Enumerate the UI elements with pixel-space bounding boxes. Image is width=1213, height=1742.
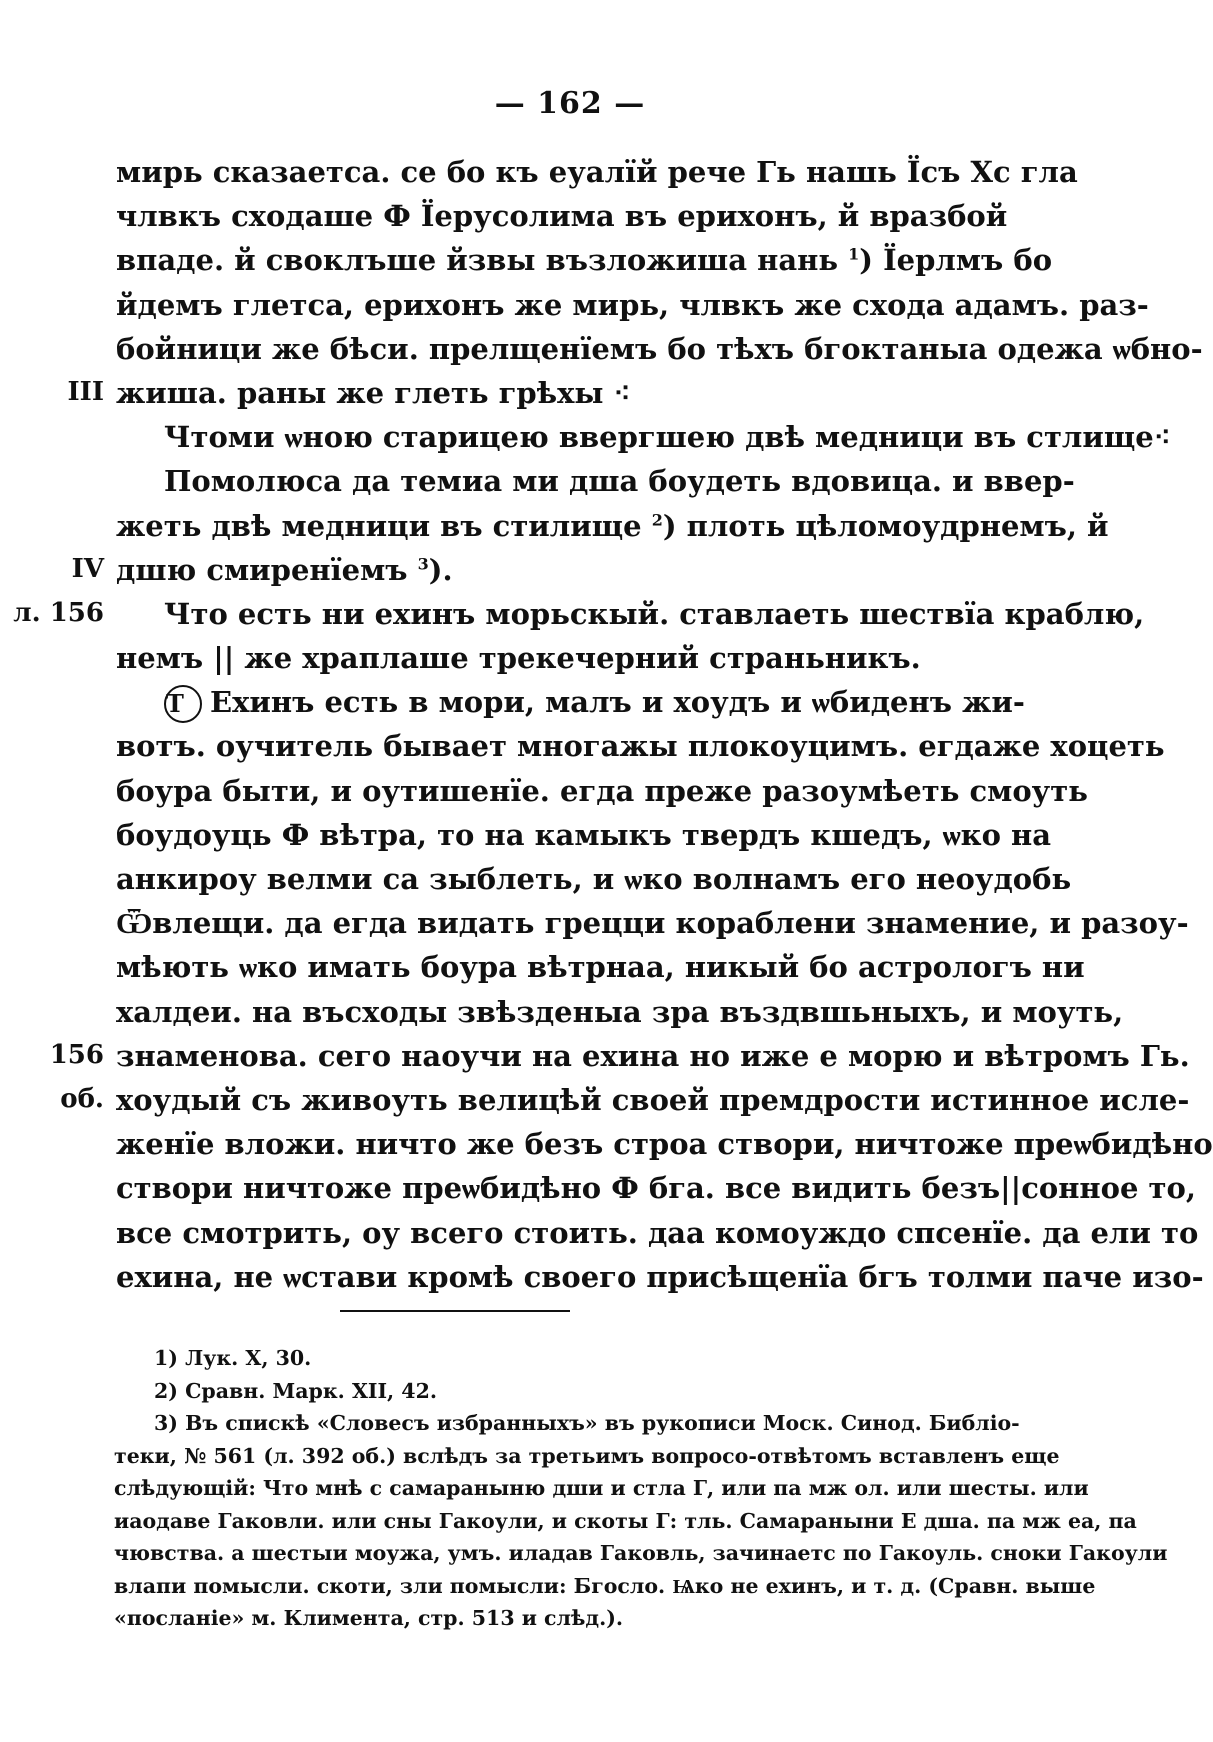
footnote-ref: 2	[651, 509, 663, 529]
text-line: Ѿвлещи. да егда видать грецци кораблени знамение, и разоу-	[116, 906, 1189, 941]
text-line: хоудый съ живоуть велицѣй своей премдрости истинное исле-	[116, 1082, 1190, 1117]
margin-note-section-iii: III	[67, 377, 104, 407]
text-line: анкироу велми са зыблеть, и ѡко волнамъ его неоудобь	[116, 862, 1072, 896]
page-number: — 162 —	[494, 86, 646, 121]
text-fragment: ).	[428, 552, 453, 587]
text-fragment: ) плоть цѣломоудрнемъ, й	[662, 508, 1109, 543]
text-line: члвкъ сходаше Ф Їерусолима въ ерихонъ, й вразбой	[116, 199, 1008, 234]
footnotes	[114, 1342, 1168, 1635]
text-line: створи ничтоже преѡбидѣно Ф бга. все видить безъ||сонное то,	[116, 1171, 1196, 1206]
text-line: все смотрить, оу всего стоить. даа комоуждо спсенїе. да ели то	[116, 1215, 1199, 1250]
footnote-ref: 1	[848, 244, 860, 264]
footnote-divider	[340, 1310, 570, 1312]
text-line: халдеи. на въсходы звѣзденыа зра въздвшьныхъ, и моуть,	[116, 994, 1124, 1029]
text-line	[116, 548, 976, 592]
margin-note-leaf-156-verso: 156 об.	[49, 1040, 104, 1115]
footnote-1: 1) Лук. X, 30.	[154, 1346, 312, 1370]
text-line: мирь сказаетса. се бо къ еуалїй рече Гь нашь Їсъ Хс гла	[116, 155, 1078, 189]
text-line: Чтоми ѡною старицею ввергшею двѣ медници въ стлище⁖	[164, 420, 1171, 455]
text-line: мѣють ѡко имать боура вѣтрнаа, никый бо астрологъ ни	[116, 950, 1085, 985]
text-fragment: жеть двѣ медници въ стилище	[116, 508, 642, 543]
text-line: ехина, не ѡстави кромѣ своего присѣщенїа бгъ толми паче изо-	[116, 1259, 1204, 1294]
footnote-3-continuation: иаодаве Гаковли. или сны Гакоули, и скоты Г: тль. Самараныни Е дша. па мж еа, па	[114, 1508, 1137, 1533]
footnote-3-continuation: слѣдующій: Что мнѣ с самараныню дши и стла Г, или па мж ол. или шесты. или	[114, 1476, 1089, 1500]
text-line	[116, 504, 1109, 548]
text-line	[116, 680, 1025, 724]
text-line: Что есть ни ехинъ морьскый. ставлаеть шествїа краблю,	[164, 596, 1145, 631]
text-line: бойници же бѣси. прелщенїемъ бо тѣхъ бгоктаныа одежа ѡбно-	[116, 331, 1203, 366]
text-line: боудоуць Ф вѣтра, то на камыкъ твердъ кшедъ, ѡко на	[116, 817, 1052, 852]
text-line: йдемъ глетса, ерихонъ же мирь, члвкъ же схода адамъ. раз-	[116, 287, 1149, 322]
footnote-3-continuation: теки, № 561 (л. 392 об.) вслѣдъ за третьимъ вопросо-отвѣтомъ вставленъ еще	[114, 1443, 1060, 1468]
text-line: вотъ. оучитель бывает многажы плокоуцимъ. егдаже хоцеть	[116, 729, 1165, 764]
circled-initial: Т	[164, 685, 202, 723]
text-fragment: дшю смиренїемъ	[116, 552, 408, 587]
text-line	[116, 238, 1053, 282]
text-line: боура быти, и оутишенїе. егда преже разоумѣеть смоуть	[116, 773, 1088, 808]
text-fragment: впаде. й своклъше йзвы възложиша нань	[116, 243, 839, 278]
text-line: знаменова. сего наоучи на ехина но иже е морю и вѣтромъ Гь.	[116, 1038, 1190, 1073]
text-line: жиша. раны же глеть грѣхы ⁖	[116, 375, 631, 410]
footnote-3-continuation: влапи помысли. скоти, зли помысли: Бгосло. Ѩко не ехинъ, и т. д. (Сравн. выше	[114, 1573, 1096, 1598]
footnote-3-continuation: «посланіе» м. Климента, стр. 513 и слѣд.).	[114, 1606, 624, 1630]
footnote-3: 3) Въ спискѣ «Словесъ избранныхъ» въ рукописи Моск. Синод. Библіо-	[154, 1411, 1020, 1435]
text-line: немъ || же храплаше трекечерний страньникъ.	[116, 641, 921, 676]
text-fragment: ) Їерлмъ бо	[859, 243, 1053, 278]
footnote-3-continuation: чювства. а шестыи моужа, умъ. иладав Гаковль, зачинаетс по Гакоуль. сноки Гакоули	[114, 1541, 1168, 1565]
text-line: женїе вложи. ничто же безъ строа створи, ничтоже преѡбидѣно	[116, 1127, 1213, 1162]
text-line: Помолюса да темиа ми дша боудеть вдовица. и ввер-	[164, 464, 1075, 499]
margin-note-leaf-156: л. 156	[13, 598, 104, 628]
text-fragment: Ехинъ есть в мори, малъ и хоудъ и ѡбиденъ жи-	[210, 685, 1025, 720]
footnote-ref: 3	[417, 554, 429, 574]
main-text	[116, 150, 1213, 1299]
footnote-2: 2) Сравн. Марк. XII, 42.	[154, 1378, 437, 1403]
margin-note-section-iv: IV	[71, 554, 104, 584]
